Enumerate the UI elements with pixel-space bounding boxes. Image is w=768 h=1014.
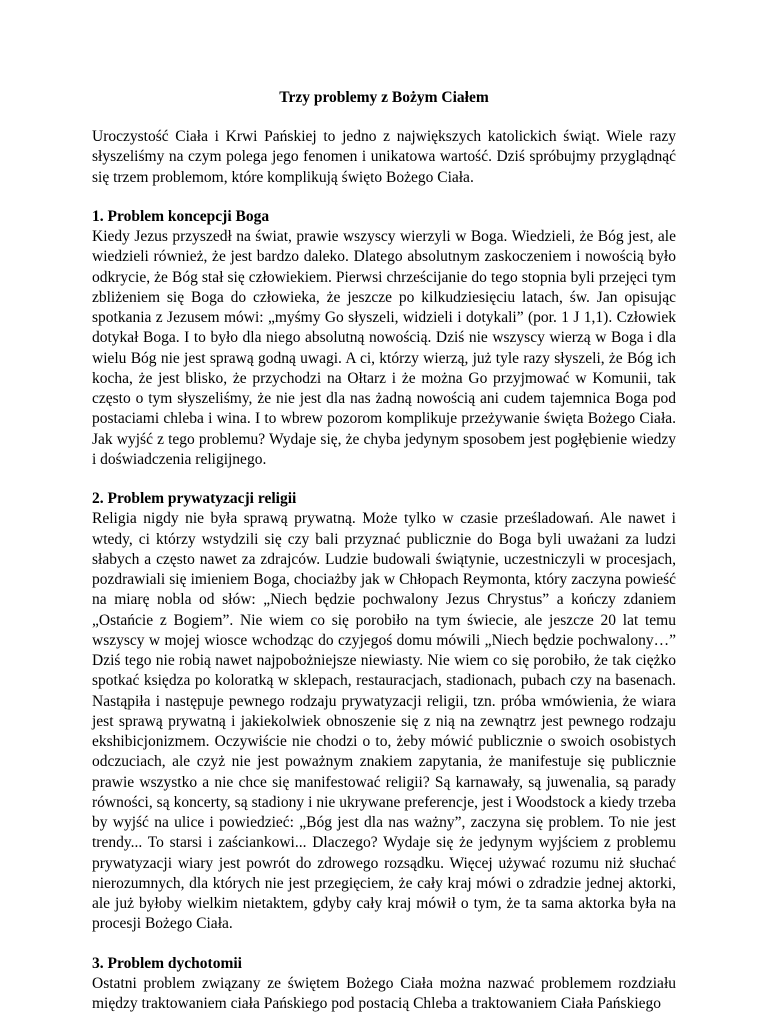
section-paragraph: Kiedy Jezus przyszedł na świat, prawie wszyscy wierzyli w Boga. Wiedzieli, że Bóg jest, ale wiedzieli również, że jest bardzo daleko. Dlatego absolutnym zaskoczeniem i nowością było odkrycie, że Bóg stał się człowiekiem. Pierwsi chrześcijanie do tego stopnia byli przejęci tym zbliżeniem się Boga do człowieka, że jeszcze po kilkudziesięciu latach, św. Jan opisując spotkania z Jezusem mówi: „myśmy Go słyszeli, widzieli i dotykali” (por. 1 J 1,1). Człowiek dotykał Boga. I to było dla niego absolutną nowością. Dziś nie wszyscy wierzą w Boga i dla wielu Bóg nie jest sprawą godną uwagi. A ci, którzy wierzą, już tyle razy słyszeli, że Bóg ich kocha, że jest blisko, że przychodzi na Ołtarz i że można Go przyjmować w Komunii, tak często o tym słyszeliśmy, że nie jest dla nas żadną nowością ani cudem tajemnica Boga pod postaciami chleba i wina. I to wbrew pozorom komplikuje przeżywanie święta Bożego Ciała. Jak wyjść z tego problemu? Wydaje się, że chyba jedynym sposobem jest pogłębienie wiedzy i doświadczenia religijnego. [92, 227, 676, 470]
section-paragraph: Religia nigdy nie była sprawą prywatną. Może tylko w czasie prześladowań. Ale nawet i wtedy, ci którzy wstydzili się czy bali przyznać publicznie do Boga byli uważani za ludzi słabych a często nawet za zdrajców. Ludzie budowali świątynie, uczestniczyli w procesjach, pozdrawiali się imieniem Boga, chociażby jak w Chłopach Reymonta, który zaczyna powieść na miarę nobla od słów: „Niech będzie pochwalony Jezus Chrystus” a kończy zdaniem „Ostańcie z Bogiem”. Nie wiem co się porobiło na tym świecie, ale jeszcze 20 lat temu wszyscy w mojej wiosce wchodząc do czyjegoś domu mówili „Niech będzie pochwalony…” Dziś tego nie robią nawet najpobożniejsze niewiasty. Nie wiem co się porobiło, że tak ciężko spotkać księdza po koloratką w sklepach, restauracjach, stadionach, pubach czy na basenach. Nastąpiła i następuje pewnego rodzaju prywatyzacji religii, tzn. próba wmówienia, że wiara jest sprawą prywatną i jakiekolwiek obnoszenie się z nią na zewnątrz jest pewnego rodzaju ekshibicjonizmem. Oczywiście nie chodzi o to, żeby mówić publicznie o swoich osobistych odczuciach, ale czyż nie jest poważnym znakiem zapytania, że manifestuje się publicznie prawie wszystko a nie chce się manifestować religii? Są karnawały, są juwenalia, są parady równości, są koncerty, są stadiony i nie ukrywane preferencje, jest i Woodstock a kiedy trzeba by wyjść na ulice i powiedzieć: „Bóg jest dla nas ważny”, zaczyna się problem. To nie jest trendy... To starsi i zaściankowi... Dlaczego? Wydaje się że jedynym wyjściem z problemu prywatyzacji wiary jest powrót do zdrowego rozsądku. Więcej używać rozumu niż słuchać nierozumnych, dla których nie jest przegięciem, że cały kraj mówi o zdradzie jednej aktorki, ale już byłoby wielkim nietaktem, gdyby cały kraj mówił o tym, że ta sama aktorka była na procesji Bożego Ciała. [92, 509, 676, 934]
section-heading: 1. Problem koncepcji Boga [92, 207, 676, 227]
intro-paragraph: Uroczystość Ciała i Krwi Pańskiej to jedno z największych katolickich świąt. Wiele razy słyszeliśmy na czym polega jego fenomen i unikatowa wartość. Dziś spróbujmy przyglądnąć się trzem problemom, które komplikują święto Bożego Ciała. [92, 127, 676, 188]
section-paragraph: Ostatni problem związany ze świętem Bożego Ciała można nazwać problemem rozdziału między traktowaniem ciała Pańskiego pod postacią Chleba a traktowaniem Ciała Pańskiego [92, 974, 676, 1014]
document-title: Trzy problemy z Bożym Ciałem [92, 88, 676, 108]
section-heading: 3. Problem dychotomii [92, 954, 676, 974]
section-2 [92, 489, 676, 935]
section-heading: 2. Problem prywatyzacji religii [92, 489, 676, 509]
section-3 [92, 954, 676, 1014]
section-1 [92, 207, 676, 470]
